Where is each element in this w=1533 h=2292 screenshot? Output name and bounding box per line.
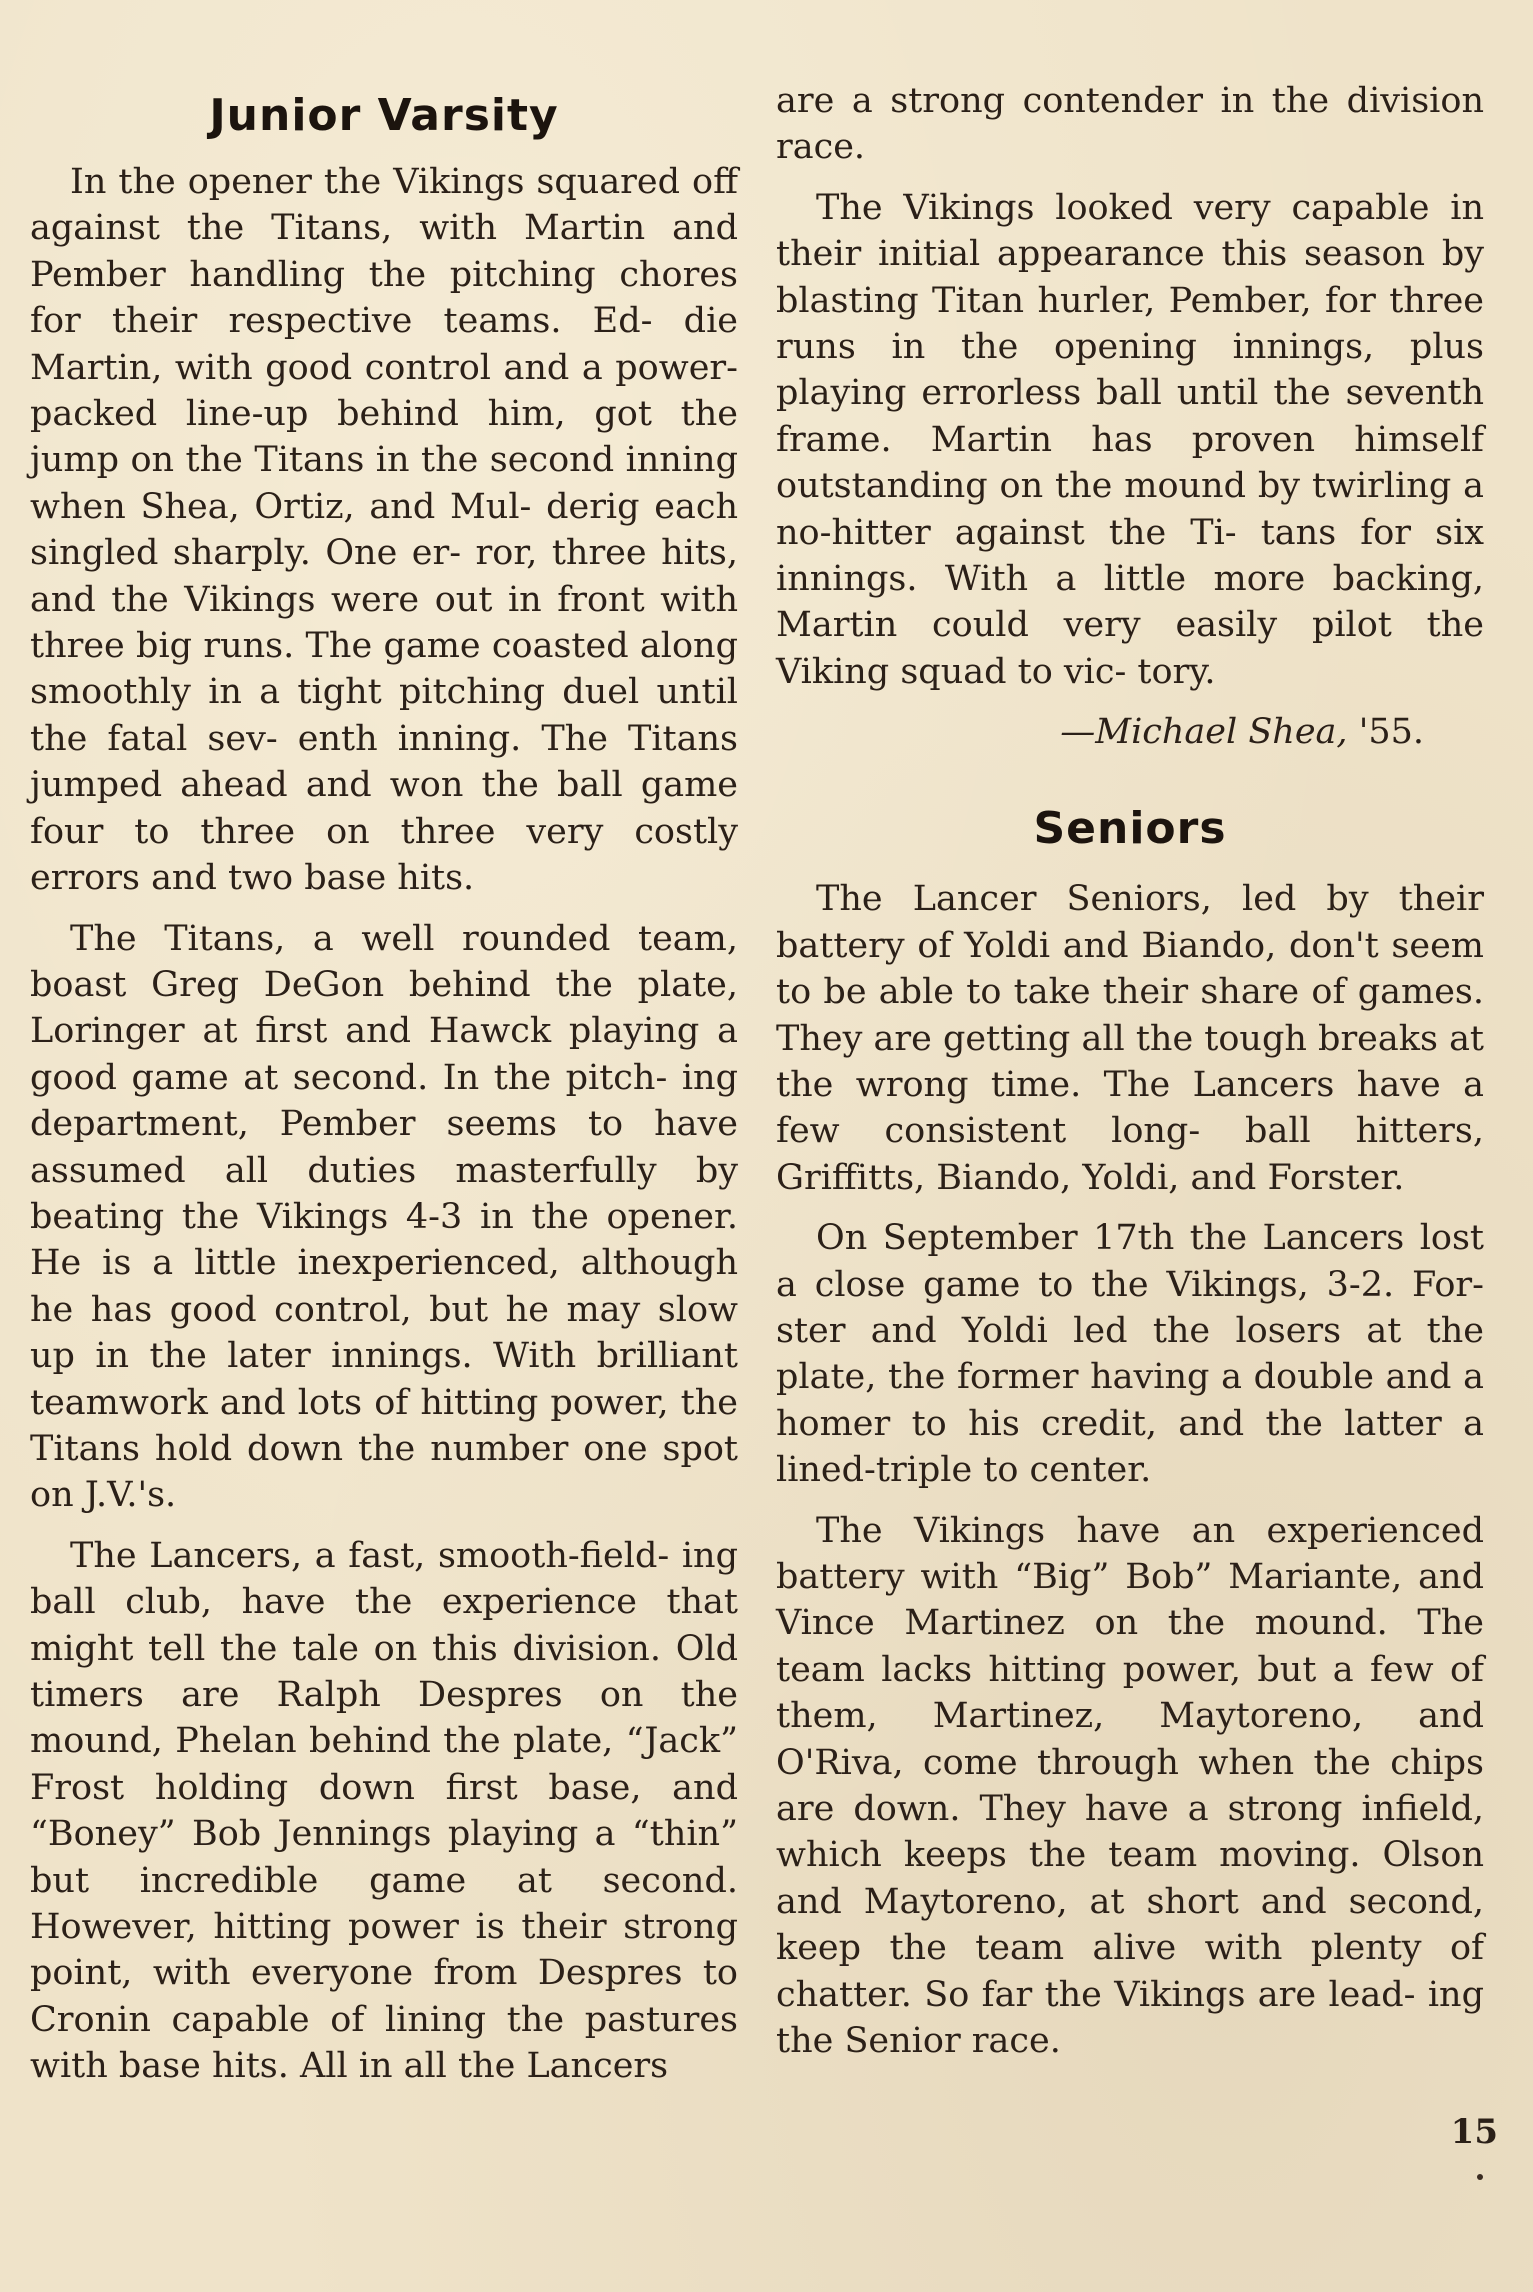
jv-paragraph-1: In the opener the Vikings squared off against the Titans, with Martin and Pember handling the pitching chores for their respective teams. Ed- die Martin, with good control and a power-packed line-up behind him, got the jump on the Titans in the second inning when Shea, Ortiz, and Mul- derig each singled sharply. One er- ror, three hits, and the Vikings were out in front with three big runs. The game coasted along smoothly in a tight pitching duel until the fatal sev- enth inning. The Titans jumped ahead and won the ball game four to three on three very costly errors and two base hits. xyxy=(30,162,738,899)
left-column xyxy=(30,78,738,2104)
page-number: 15 xyxy=(1450,2112,1498,2152)
seniors-paragraph-1: The Lancer Seniors, led by their battery of Yoldi and Biando, don't seem to be able to take their share of games. They are getting all the tough breaks at the wrong time. The Lancers have a few consistent long- ball hitters, Griffitts, Biando, Yoldi, and Forster. xyxy=(776,879,1484,1198)
jv-paragraph-3: The Lancers, a fast, smooth-field- ing ball club, have the experience that might tell the tale on this division. Old timers are Ralph Despres on the mound, Phelan behind the plate, “Jack” Frost holding down first base, and “Boney” Bob Jennings playing a “thin” but incredible game at second. However, hitting power is their strong point, with everyone from Despres to Cronin capable of lining the pastures with base hits. All in all the Lancers xyxy=(30,1535,738,2087)
seniors-paragraph-2: On September 17th the Lancers lost a close game to the Vikings, 3-2. For- ster and Yoldi led the losers at the plate, the former having a double and a homer to his credit, and the latter a lined-triple to center. xyxy=(776,1218,1484,1491)
author-class-year: '55. xyxy=(1358,712,1424,753)
print-dot-mark xyxy=(1477,2174,1483,2180)
right-column xyxy=(776,78,1484,2078)
seniors-paragraph-3: The Vikings have an experienced battery with “Big” Bob” Mariante, and Vince Martinez on the mound. The team lacks hitting power, but a few of them, Martinez, Maytoreno, and O'Riva, come through when the chips are down. They have a strong infield, which keeps the team moving. Olson and Maytoreno, at short and second, keep the team alive with plenty of chatter. So far the Vikings are lead- ing the Senior race. xyxy=(776,1510,1484,2062)
jv-continuation-paragraph: are a strong contender in the division race. xyxy=(776,81,1484,168)
jv-paragraph-4: The Vikings looked very capable in their initial appearance this season by blasting Titan hurler, Pember, for three runs in the opening innings, plus playing errorless ball until the seventh frame. Martin has proven himself outstanding on the mound by twirling a no-hitter against the Ti- tans for six innings. With a little more backing, Martin could very easily pilot the Viking squad to vic- tory. xyxy=(776,187,1484,692)
junior-varsity-heading: Junior Varsity xyxy=(209,90,559,141)
author-signature xyxy=(776,709,1424,755)
seniors-heading: Seniors xyxy=(1033,803,1227,855)
author-name: —Michael Shea, xyxy=(1060,712,1348,753)
jv-paragraph-2: The Titans, a well rounded team, boast Greg DeGon behind the plate, Loringer at first and Hawck playing a good game at second. In the pitch- ing department, Pember seems to have assumed all duties masterfully by beating the Vikings 4-3 in the opener. He is a little inexperienced, although he has good control, but he may slow up in the later innings. With brilliant teamwork and lots of hitting power, the Titans hold down the number one spot on J.V.'s. xyxy=(30,918,738,1516)
